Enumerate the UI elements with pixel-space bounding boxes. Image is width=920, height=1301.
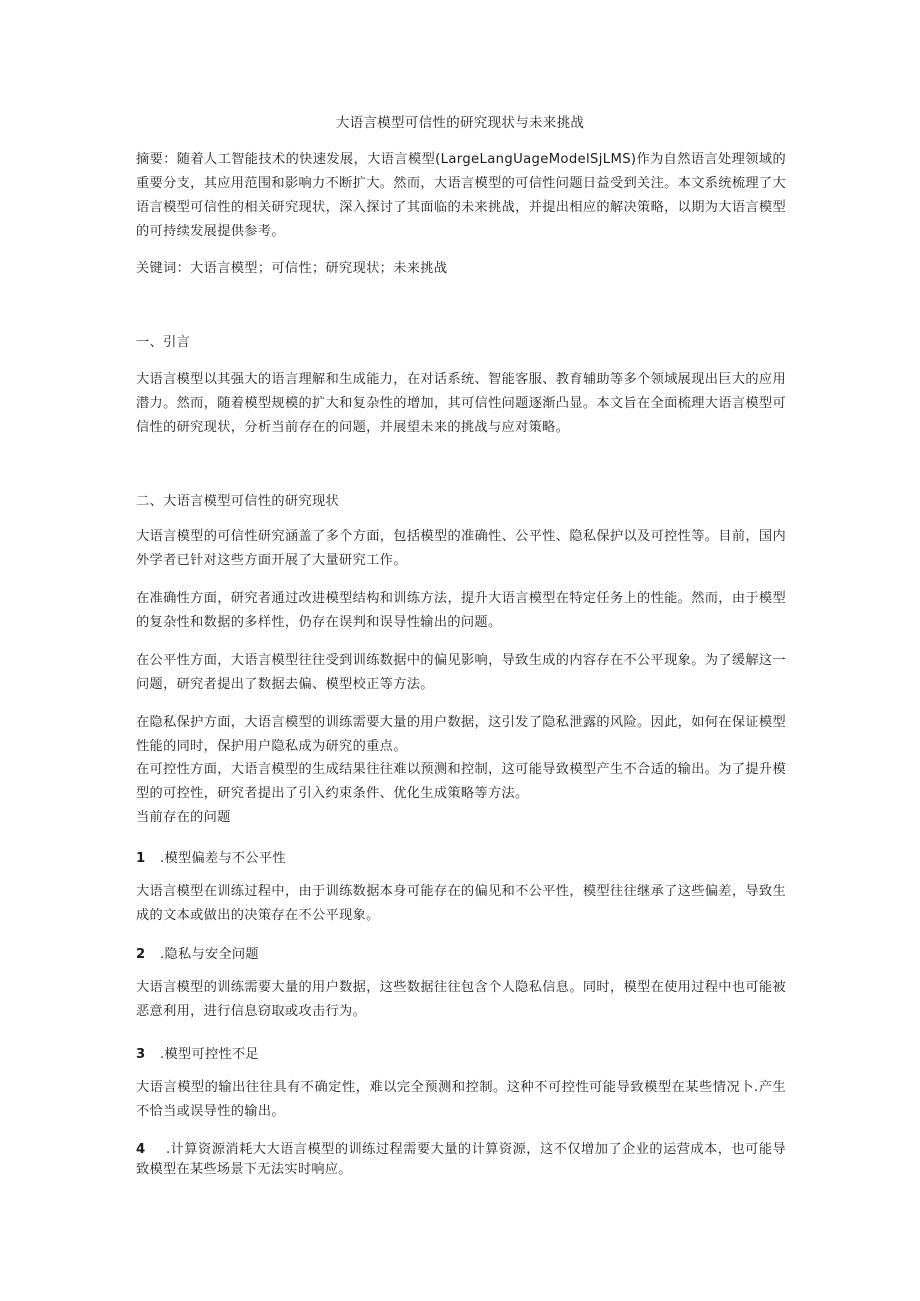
section-1-heading: 一、引言 <box>136 335 191 350</box>
issue-4-number: 4 <box>136 1142 146 1157</box>
issue-2-label: .隐私与安全问题 <box>160 947 259 962</box>
document-title: 大语言模型可信性的研究现状与未来挑战 <box>335 115 585 131</box>
issue-1-label: .模型偏差与不公平性 <box>160 851 286 866</box>
keywords-line: 关键词：大语言模型；可信性；研究现状；未来挑战 <box>136 261 448 276</box>
issue-2-heading <box>136 945 786 965</box>
section-2-paragraph-3: 在公平性方面，大语言模型往往受到训练数据中的偏见影响，导致生成的内容存在不公平现象。为了缓解这一问题，研究者提出了数据去偏、模型校正等方法。 <box>136 653 786 692</box>
section-2-paragraph-5: 在可控性方面，大语言模型的生成结果往往难以预测和控制，这可能导致模型产生不合适的输出。为了提升模型的可控性，研究者提出了引入约束条件、优化生成策略等方法。 <box>136 762 786 801</box>
issue-4-label: .计算资源消耗大大语言模型的训练过程需要大量的计算资源，这不仅增加了企业的运营成本，也可能导致模型在某些场景下无法实时响应。 <box>136 1142 786 1177</box>
issue-1-paragraph: 大语言模型在训练过程中，由于训练数据本身可能存在的偏见和不公平性，模型往往继承了这些偏差，导致生成的文本或做出的决策存在不公平现象。 <box>136 884 786 923</box>
issue-2-paragraph: 大语言模型的训练需要大量的用户数据，这些数据往往包含个人隐私信息。同时，模型在使用过程中也可能被恶意利用，进行信息窃取或攻击行为。 <box>136 980 786 1019</box>
section-1-paragraph: 大语言模型以其强大的语言理解和生成能力，在对话系统、智能客服、教育辅助等多个领域展现出巨大的应用潜力。然而，随着模型规模的扩大和复杂性的增加，其可信性问题逐渐凸显。本文旨在全面梳理大语言模型可信性的研究现状，分析当前存在的问题，并展望未来的挑战与应对策略。 <box>136 372 786 435</box>
abstract-paragraph: 摘要：随着人工智能技术的快速发展，大语言模型(LargeLangUageModelSjLMS)作为自然语言处理领域的重要分支，其应用范围和影响力不断扩大。然而，大语言模型的可信性问题日益受到关注。本文系统梳理了大语言模型可信性的相关研究现状，深入探讨了其面临的未来挑战，并提出相应的解决策略，以期为大语言模型的可持续发展提供参考。 <box>136 152 786 239</box>
section-2-paragraph-2: 在准确性方面，研究者通过改进模型结构和训练方法，提升大语言模型在特定任务上的性能。然而，由于模型的复杂性和数据的多样性，仍存在误判和误导性输出的问题。 <box>136 591 786 630</box>
section-2-heading: 二、大语言模型可信性的研究现状 <box>136 494 340 509</box>
section-2-paragraph-4: 在隐私保护方面，大语言模型的训练需要大量的用户数据，这引发了隐私泄露的风险。因此，如何在保证模型性能的同时，保护用户隐私成为研究的重点。 <box>136 715 786 754</box>
issue-3-label: .模型可控性不足 <box>160 1047 259 1062</box>
issue-2-number: 2 <box>136 947 146 962</box>
issue-3-number: 3 <box>136 1047 146 1062</box>
issue-4-paragraph <box>136 1140 786 1180</box>
issue-3-heading <box>136 1045 786 1065</box>
issue-3-paragraph: 大语言模型的输出往往具有不确定性，难以完全预测和控制。这种不可控性可能导致模型在某些情况卜.产生不恰当或误导性的输出。 <box>136 1080 786 1119</box>
section-2-paragraph-1: 大语言模型的可信性研究涵盖了多个方面，包括模型的准确性、公平性、隐私保护以及可控性等。目前，国内外学者已针对这些方面开展了大量研究工作。 <box>136 529 786 568</box>
issue-1-heading <box>136 849 786 869</box>
issue-1-number: 1 <box>136 851 146 866</box>
current-issues-subheading: 当前存在的问题 <box>136 810 231 825</box>
